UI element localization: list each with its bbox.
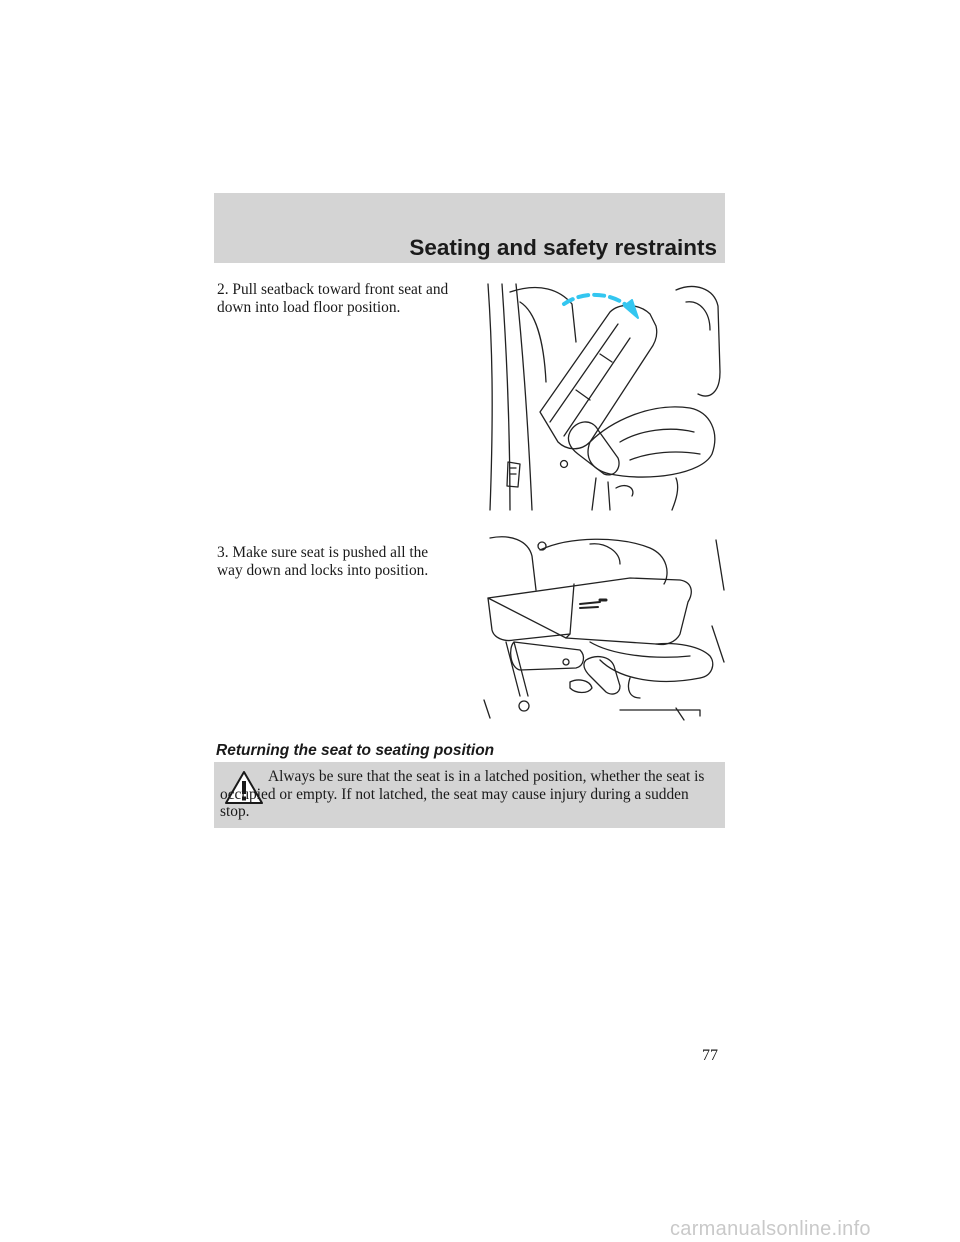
watermark: carmanualsonline.info <box>670 1218 871 1240</box>
step-2-text: 2. Pull seatback toward front seat and down into load floor position. <box>217 281 449 316</box>
page-title: Seating and safety restraints <box>409 235 717 260</box>
seat-locked-illustration <box>480 530 725 722</box>
warning-box <box>214 762 725 828</box>
section-heading: Returning the seat to seating position <box>216 742 495 759</box>
step-3-text: 3. Make sure seat is pushed all the way down and locks into position. <box>217 544 429 579</box>
page-number: 77 <box>702 1047 718 1064</box>
header-band <box>214 193 725 263</box>
seat-folding-illustration <box>480 282 725 512</box>
warning-text: Always be sure that the seat is in a latched position, whether the seat is occupied or empty. If not latched, the seat may cause injury during a sudden stop. <box>220 768 705 820</box>
